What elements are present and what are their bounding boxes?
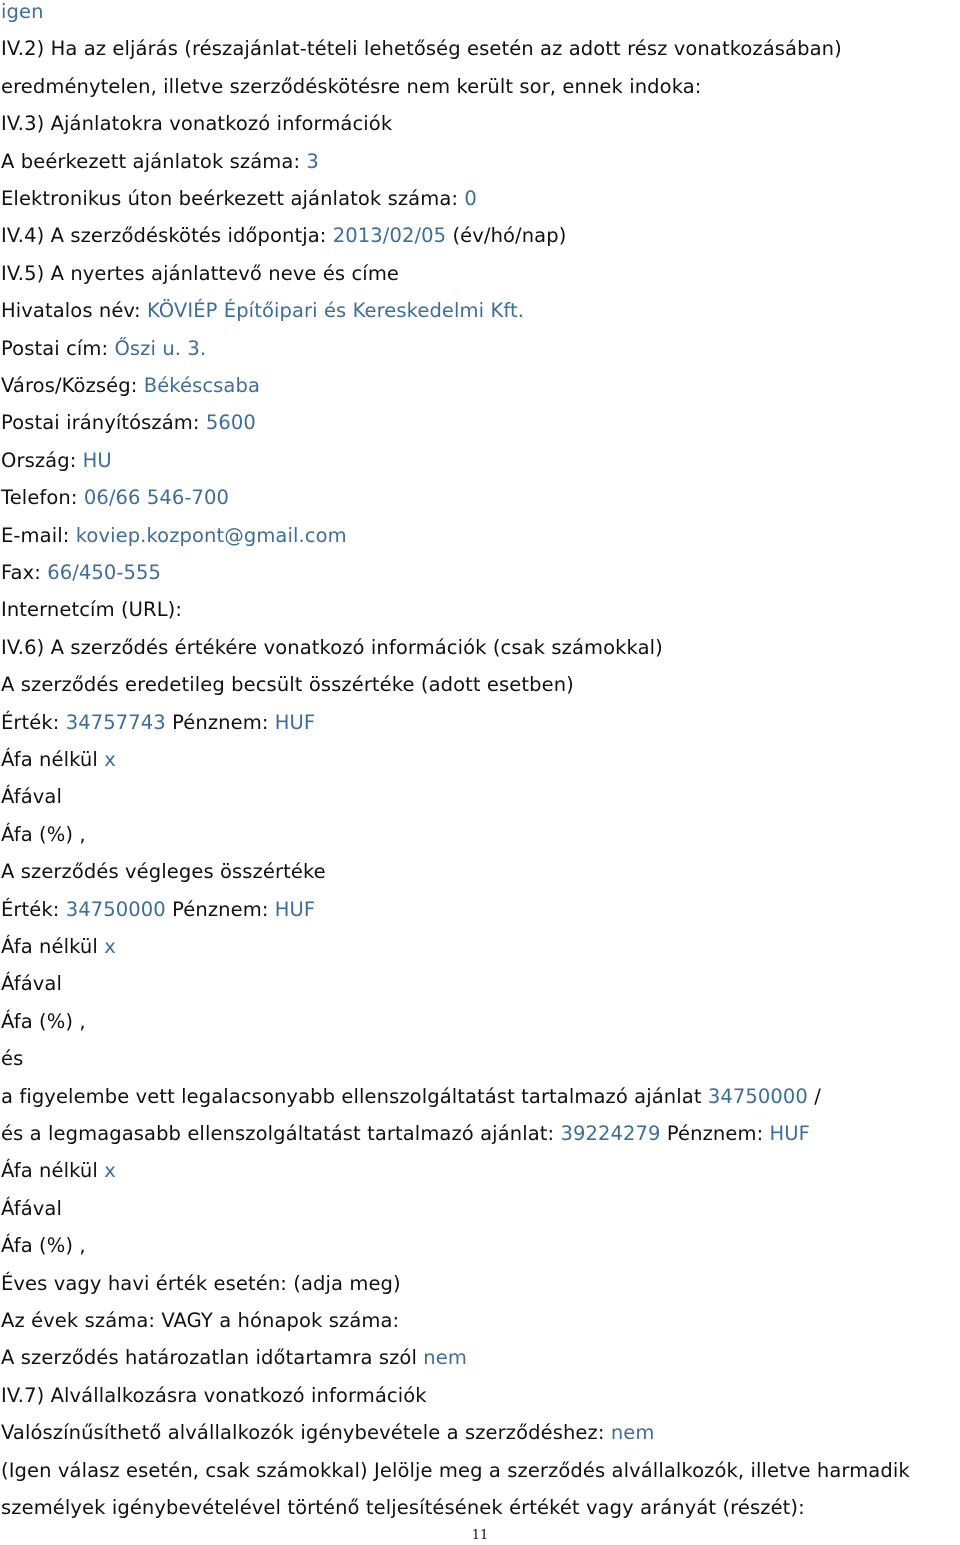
page-number: 11 (471, 1528, 489, 1543)
document-line (1, 75, 701, 99)
line-label: IV.6) A szerződés értékére vonatkozó információk (csak számokkal) (1, 635, 663, 659)
document-line (1, 823, 86, 847)
document-line (1, 860, 326, 884)
document-line (1, 935, 116, 959)
document-line (1, 1159, 116, 1183)
document-line (1, 449, 112, 473)
document-line (1, 1122, 810, 1146)
document-line (1, 636, 663, 660)
line-label: eredménytelen, illetve szerződéskötésre nem került sor, ennek indoka: (1, 74, 702, 98)
line-label: Telefon: (1, 486, 84, 510)
line-value: 2013/02/05 (332, 224, 447, 248)
line-currency-value: HUF (274, 710, 316, 734)
document-line (1, 411, 256, 435)
document-line (1, 898, 315, 922)
line-value: 06/66 546-700 (83, 486, 230, 510)
line-label: Áfa (%) , (1, 1009, 86, 1033)
line-label: Érték: (1, 710, 66, 734)
line-value: nem (610, 1421, 655, 1445)
line-label: Fax: (1, 561, 48, 584)
line-label: Valószínűsíthető alvállalkozók igénybevétele a szerződéshez: (1, 1421, 611, 1445)
line-label: és a legmagasabb ellenszolgáltatást tartalmazó ajánlat: (1, 1122, 561, 1145)
document-line (1, 1496, 805, 1520)
document-line (1, 150, 319, 174)
document-line (1, 337, 206, 361)
line-label: Postai cím: (1, 336, 115, 360)
line-currency-label: Pénznem: (165, 897, 275, 921)
line-label: IV.5) A nyertes ajánlattevő neve és címe (1, 261, 400, 285)
line-label: A szerződés eredetileg becsült összértéke (adott esetben) (1, 673, 574, 697)
line-currency-value: HUF (769, 1122, 810, 1145)
line-value: nem (423, 1346, 467, 1370)
document-line (1, 711, 315, 735)
line-value: x (104, 748, 116, 771)
document-line (1, 673, 574, 697)
line-label: Éves vagy havi érték esetén: (adja meg) (1, 1271, 401, 1295)
line-label: IV.7) Alvállalkozásra vonatkozó információk (1, 1383, 427, 1407)
line-currency-label: Pénznem: (165, 710, 275, 734)
line-suffix: (év/hó/nap) (446, 224, 567, 248)
line-value: HU (82, 448, 112, 472)
document-line (1, 1085, 821, 1109)
line-value: 0 (464, 187, 477, 210)
line-label: Város/Község: (1, 374, 144, 397)
line-label: Postai irányítószám: (1, 411, 206, 435)
document-line (1, 1272, 401, 1296)
document-line (1, 524, 347, 548)
line-label: és (1, 1047, 24, 1071)
line-label: Érték: (1, 897, 66, 921)
line-value: igen (1, 0, 44, 23)
line-label: Áfával (1, 785, 62, 809)
document-line (1, 0, 44, 24)
line-label: IV.3) Ajánlatokra vonatkozó információk (1, 112, 393, 136)
line-value: 3 (306, 149, 319, 173)
line-suffix: / (807, 1084, 821, 1108)
line-label: Ország: (1, 448, 83, 472)
line-label: Az évek száma: VAGY a hónapok száma: (1, 1309, 400, 1332)
line-value: x (104, 1159, 116, 1183)
document-line (1, 1309, 399, 1333)
line-currency-value: HUF (274, 897, 316, 921)
line-label: Áfa nélkül (1, 748, 105, 771)
document-line (1, 561, 161, 585)
line-label: A beérkezett ajánlatok száma: (1, 149, 307, 173)
document-line (1, 37, 842, 61)
document-line (1, 1459, 910, 1483)
line-value: 34750000 (707, 1084, 808, 1108)
line-value: Békéscsaba (143, 374, 261, 397)
document-line (1, 486, 229, 510)
line-label: Áfával (1, 1196, 62, 1220)
document-line (1, 112, 392, 136)
line-value: 39224279 (560, 1122, 661, 1145)
line-label: IV.2) Ha az eljárás (részajánlat-tételi lehetőség esetén az adott rész vonatkozásában) (1, 37, 842, 61)
line-label: Internetcím (URL): (1, 598, 183, 622)
document-line (1, 1346, 467, 1370)
line-currency-label: Pénznem: (660, 1122, 770, 1145)
document-line (1, 299, 524, 323)
line-label: Hivatalos név: (1, 299, 147, 323)
document-line (1, 1384, 427, 1408)
line-value: x (104, 935, 116, 958)
line-label: Áfa nélkül (1, 935, 105, 958)
document-line (1, 1421, 655, 1445)
document-line (1, 598, 182, 622)
document-line (1, 1047, 23, 1071)
line-label: személyek igénybevételével történő teljesítésének értékét vagy arányát (részét): (1, 1496, 805, 1519)
line-value: 34750000 (65, 897, 166, 921)
document-line (1, 1197, 62, 1221)
line-label: E-mail: (1, 523, 76, 547)
document-line (1, 187, 477, 211)
line-label: IV.4) A szerződéskötés időpontja: (1, 224, 333, 248)
line-value: KÖVIÉP Építőipari és Kereskedelmi Kft. (146, 299, 525, 323)
line-label: Áfa (%) , (1, 822, 86, 846)
document-line (1, 374, 260, 398)
document-line (1, 262, 399, 286)
line-value: 34757743 (65, 710, 166, 734)
document-line (1, 972, 62, 996)
line-value: 5600 (205, 411, 256, 435)
document-line (1, 1234, 86, 1258)
line-label: Elektronikus úton beérkezett ajánlatok száma: (1, 187, 465, 210)
line-label: Áfával (1, 972, 62, 996)
line-value: Őszi u. 3. (114, 336, 207, 360)
document-line (1, 224, 566, 248)
line-label: a figyelembe vett legalacsonyabb ellenszolgáltatást tartalmazó ajánlat (1, 1084, 708, 1108)
document-line (1, 785, 62, 809)
document-line (1, 1010, 86, 1034)
line-label: Áfa nélkül (1, 1159, 105, 1183)
line-label: A szerződés végleges összértéke (1, 860, 326, 884)
line-value: 66/450-555 (47, 561, 162, 584)
line-label: (Igen válasz esetén, csak számokkal) Jelölje meg a szerződés alvállalkozók, illetve harmadik (1, 1458, 910, 1482)
line-label: A szerződés határozatlan időtartamra szól (1, 1346, 424, 1370)
line-value: koviep.kozpont@gmail.com (75, 523, 347, 547)
line-label: Áfa (%) , (1, 1234, 86, 1258)
document-line (1, 748, 116, 772)
